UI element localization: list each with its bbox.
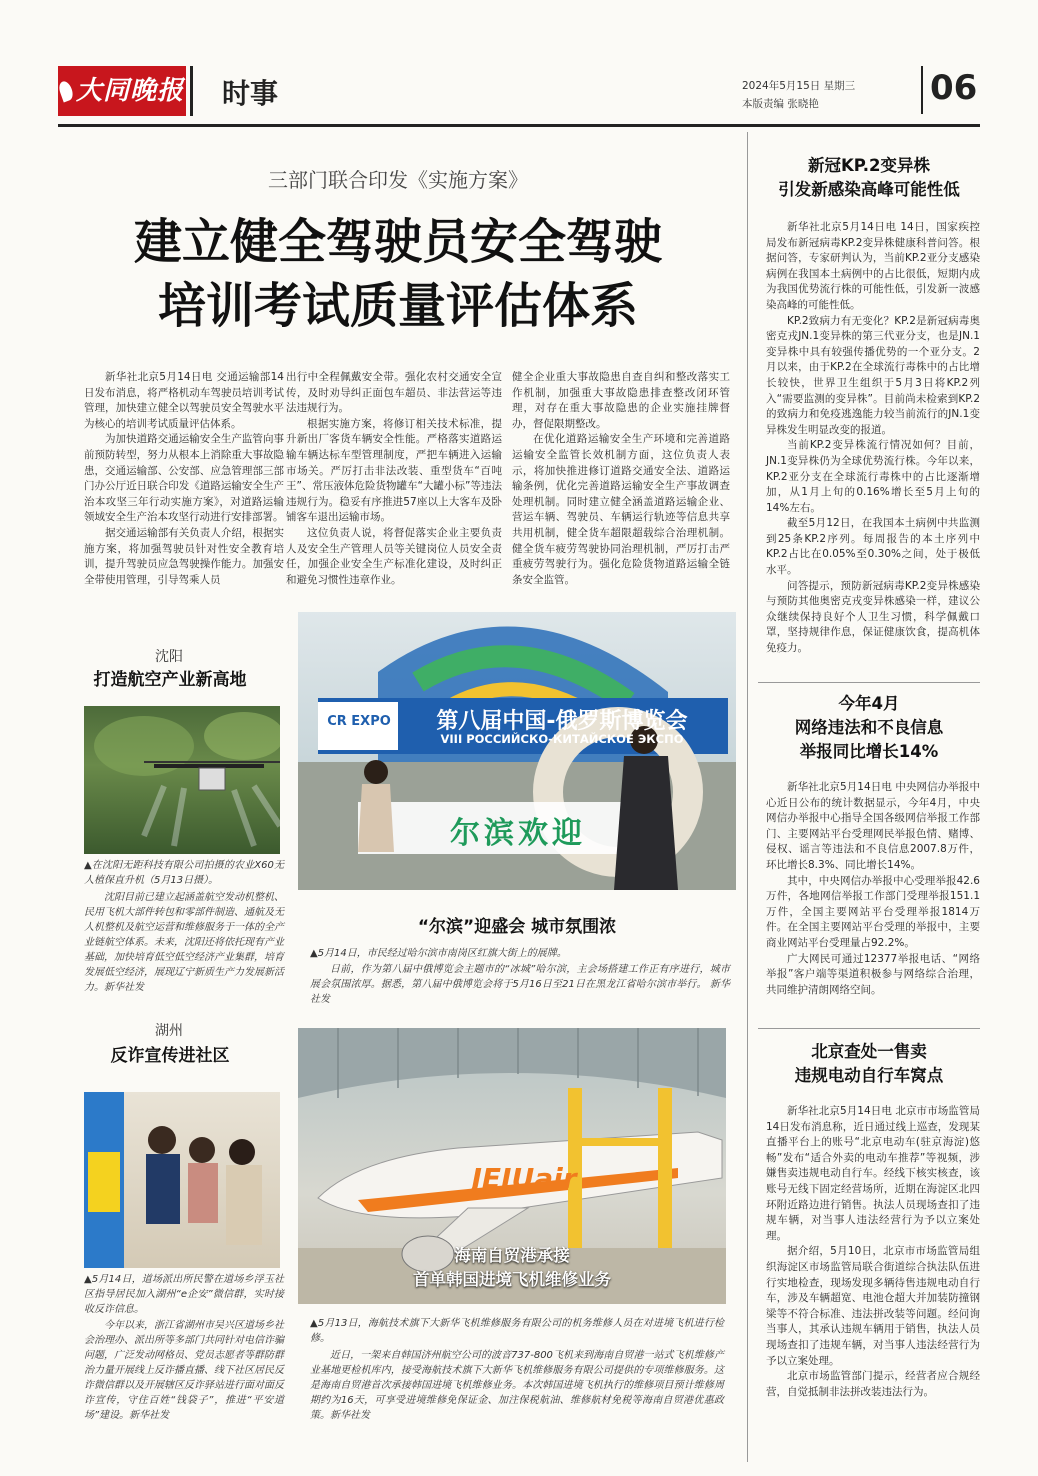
ebike-story-body: 新华社北京5月14日电 北京市市场监管局14日发布消息称，近日通过线上巡查，发现某直播平台上的账号“北京电动车(驻京海淀)悠畅”发布“适合外卖的电动车推荐”等视频，涉嫌售卖违规电动自行车。经线下核实核查，该账号无线下固定经营场所，近期在海淀区北四环附近路边进行销售。执法人员现场查扣了违规车辆，对当事人违法经营行为予以立案处理。 据介绍，5月10日，北京市市场监管局组织海淀区市场监管局联合街道综合执法队伍进行实地检查，现场发现多辆待售违规电动自行车，涉及车辆超宽、电池仓超大并加装防撞钢梁等不符合标准、违法拼改装等问题。经问询当事人，其承认违规车辆用于销售，执法人员现场查扣了违规车辆，对当事人违法经营行为予以立案处理。 北京市场监管部门提示，经营者应合规经营，自觉抵制非法拼改装违法行为。 <box>766 1105 980 1398</box>
harbin-title: “尔滨”迎盛会 城市氛围浓 <box>417 917 617 937</box>
newspaper-logo: 大同晚报 <box>58 66 186 116</box>
drone-photo <box>84 706 280 854</box>
harbin-photo <box>298 612 736 890</box>
huzhou-place: 湖州 <box>155 1023 183 1039</box>
lead-headline-line-1: 建立健全驾驶员安全驾驶 <box>133 214 662 270</box>
page-editor: 本版责编 张晓艳 <box>742 98 819 110</box>
harbin-caption: ▲5月14日，市民经过哈尔滨市南岗区红旗大街上的展牌。 <box>310 948 567 959</box>
lead-column-2: 出行中全程佩戴安全带。强化农村交通安全宣传，及时劝导纠正面包车超员、非法营运等违法违规行为。 根据实施方案，将修订相关技术标准，提升新出厂客货车辆安全性能。严格落实道路运输车辆达标车型管理制度，严把车辆进入运输市场关。严厉打击非法改装、重型货车“百吨王”、常压液体危险货物罐车“大罐小标”等违法违规行为。稳妥有序推进57座以上大客车及卧铺客车退出运输市场。 这位负责人说，将督促落实企业主要负责人及安全生产管理人员等关键岗位人员安全责任，加强企业安全生产标准化建设，及时纠正和避免习惯性违章作业。 <box>286 371 502 586</box>
harbin-body: 日前，作为第八届中俄博览会主题市的“冰城”哈尔滨，主会场搭建工作正有序进行，城市展会氛围浓厚。据悉，第八届中俄博览会将于5月16日至21日在黑龙江省哈尔滨市举行。 新华社发 <box>310 964 730 1005</box>
page-number: 06 <box>930 68 978 108</box>
hainan-title <box>298 1244 726 1292</box>
masthead-rule <box>58 124 980 127</box>
internet-report-title: 今年4月 网络违法和不良信息 举报同比增长14% <box>794 694 944 761</box>
section-divider <box>190 66 211 116</box>
huzhou-title: 反诈宣传进社区 <box>110 1046 230 1066</box>
right-separator-1 <box>758 682 980 683</box>
welcome-sign: 尔滨欢迎 <box>450 816 586 851</box>
plane-livery: JEJUair <box>471 1162 577 1195</box>
lead-column-1: 新华社北京5月14日电 交通运输部14日发布消息，将严格机动车驾驶员培训考试管理，加快建立健全以驾驶员安全驾驶水平为核心的培训考试质量评估体系。 为加快道路交通运输安全生产监管向事前预防转型，努力从根本上消除重大事故隐患，交通运输部、公安部、应急管理部三部门办公厅近日联合印发《道路运输安全生产治本攻坚三年行动实施方案》，对道路运输领域安全生产治本攻坚行动进行安排部署。 据交通运输部有关负责人介绍，根据实施方案，将加强驾驶员针对性安全教育培训，提升驾驶员应急驾驶操作能力。加强安全带使用管理，引导驾乘人员 <box>84 371 284 586</box>
drone-illustration <box>84 706 280 854</box>
issue-date: 2024年5月15日 星期三 <box>742 80 856 92</box>
shenyang-caption: ▲在沈阳无距科技有限公司拍摄的农业X60无人植保直升机（5月13日摄）。 <box>84 860 284 886</box>
hainan-body: 近日，一架来自韩国济州航空公司的波音737-800飞机来到海南自贸港一站式飞机维修产业基地更检机库内，接受海航技术旗下大新华飞机维修服务有限公司提供的专项维修服务。这是海南自贸港首次承接韩国进境飞机维修业务。本次韩国进境飞机执行的维修项目预计维修周期约为16天，可享受进境维修免保证金、加注保税航油、维修航材免税等海南自贸港优惠政策。新华社发 <box>310 1350 724 1421</box>
huzhou-caption: ▲5月14日，道场派出所民警在道场乡浮玉社区指导居民加入湖州“e企安”微信群，实时接收反诈信息。 <box>84 1274 284 1315</box>
hainan-caption: ▲5月13日，海航技术旗下大新华飞机维修服务有限公司的机务维修人员在对进境飞机进行检修。 <box>310 1318 724 1344</box>
covid-story-title: 新冠KP.2变异株 引发新感染高峰可能性低 <box>778 156 960 199</box>
shenyang-title: 打造航空产业新高地 <box>93 670 247 690</box>
lead-headline <box>58 210 738 338</box>
ebike-story-title: 北京查处一售卖 违规电动自行车窝点 <box>794 1042 944 1085</box>
expo-banner-cn: 第八届中国-俄罗斯博览会 <box>436 709 688 734</box>
hainan-title-line-2: 首单韩国进境飞机维修业务 <box>413 1270 611 1289</box>
shenyang-body: 沈阳目前已建立起涵盖航空发动机整机、民用飞机大部件转包和零部件制造、通航及无人机整机及航空运营和维修服务于一体的全产业链航空体系。未来，沈阳还将依托现有产业基础，加快培育低空低空经济产业集群，培育发展低空经济，展现辽宁新质生产力发展新活力。新华社发 <box>84 892 284 993</box>
police-illustration <box>84 1092 280 1268</box>
police-photo <box>84 1092 280 1268</box>
lead-kicker: 三部门联合印发《实施方案》 <box>268 168 528 192</box>
page-number-divider <box>921 66 923 114</box>
expo-banner-ru: VIII РОССИЙСКО-КИТАЙСКОЕ ЭКСПО <box>440 732 684 746</box>
right-separator-2 <box>758 1028 980 1029</box>
section-name: 时事 <box>222 77 279 110</box>
huzhou-body: 今年以来，浙江省湖州市吴兴区道场乡社会治理办、派出所等多部门共同针对电信诈骗问题，广泛发动网格员、党员志愿者等群防群治力量开展线上反诈播直播、线下社区居民反诈微信群以及开展辖区反诈驿站进行面对面反诈宣传，守住百姓“钱袋子”，推进“平安道场”建设。新华社发 <box>84 1320 284 1421</box>
hainan-photo <box>298 1028 726 1304</box>
shenyang-place: 沈阳 <box>155 649 183 665</box>
lead-column-3: 健全企业重大事故隐患自查自纠和整改落实工作机制，加强重大事故隐患排查整改闭环管理，对存在重大事故隐患的企业实施挂牌督办，督促限期整改。 在优化道路运输安全生产环境和完善道路运输安全监管长效机制方面，这位负责人表示，将加快推进修订道路交通安全法、道路运输条例，优化完善道路运输安全生产事故调查处理机制。同时建立健全涵盖道路运输企业、营运车辆、驾驶员、车辆运行轨迹等信息共享共用机制，健全货车超限超载综合治理机制。健全货车疲劳驾驶协同治理机制，严厉打击严重疲劳驾驶行为。强化危险货物道路运输全链条安全监管。 <box>512 371 730 586</box>
hainan-title-line-1: 海南自贸港承接 <box>454 1246 570 1265</box>
internet-report-body: 新华社北京5月14日电 中央网信办举报中心近日公布的统计数据显示，今年4月，中央网信办举报中心指导全国各级网信举报工作部门、主要网站平台受理网民举报色情、赌博、侵权、谣言等违法和不良信息2007.8万件，环比增长8.3%、同比增长14%。 其中，中央网信办举报中心受理举报42.6万件，各地网信举报工作部门受理举报151.1万件，全国主要网站平台受理举报1814万件。在全国主要网站平台受理的举报中，主要商业网站平台受理量占92.2%。 广大网民可通过12377举报电话、“网络举报”客户端等渠道积极参与网络综合治理，共同维护清朗网络空间。 <box>766 781 980 996</box>
column-rule <box>747 132 748 1462</box>
lead-headline-line-2: 培训考试质量评估体系 <box>157 278 638 334</box>
covid-story-body: 新华社北京5月14日电 14日，国家疾控局发布新冠病毒KP.2变异株健康科普问答。根据问答，专家研判认为，当前KP.2亚分支感染病例在我国本土病例中的占比很低，短期内成为我国优势流行株的可能性低，引发新一波感染高峰的可能性低。 KP.2致病力有无变化？KP.2是新冠病毒奥密克戎JN.1变异株的第三代亚分支，也是JN.1变异株中具有较强传播优势的一个亚分支。2月以来，由于KP.2在全球流行毒株中的占比增长较快，世界卫生组织于5月3日将KP.2列入“需要监测的变异株”。目前尚未检索到KP.2的致病力和免疫逃逸能力较当前流行的JN.1变异株发生明显改变的报道。 当前KP.2变异株流行情况如何？目前，JN.1变异株仍为全球优势流行株。今年以来，KP.2亚分支在全球流行毒株中的占比逐渐增加，从1月上旬的0.16%增长至5月上旬的14%左右。 截至5月12日，在我国本土病例中共监测到25条KP.2序列。每周报告的本土序列中KP.2占比在0.05%至0.30%之间，处于极低水平。 问答提示，预防新冠病毒KP.2变异株感染与预防其他奥密克戎变异株感染一样，建议公众继续保持良好个人卫生习惯，科学佩戴口罩，坚持规律作息，保证健康饮食，提高机体免疫力。 <box>766 221 980 655</box>
flame-icon <box>57 80 75 103</box>
expo-logo: CR EXPO <box>327 714 391 729</box>
